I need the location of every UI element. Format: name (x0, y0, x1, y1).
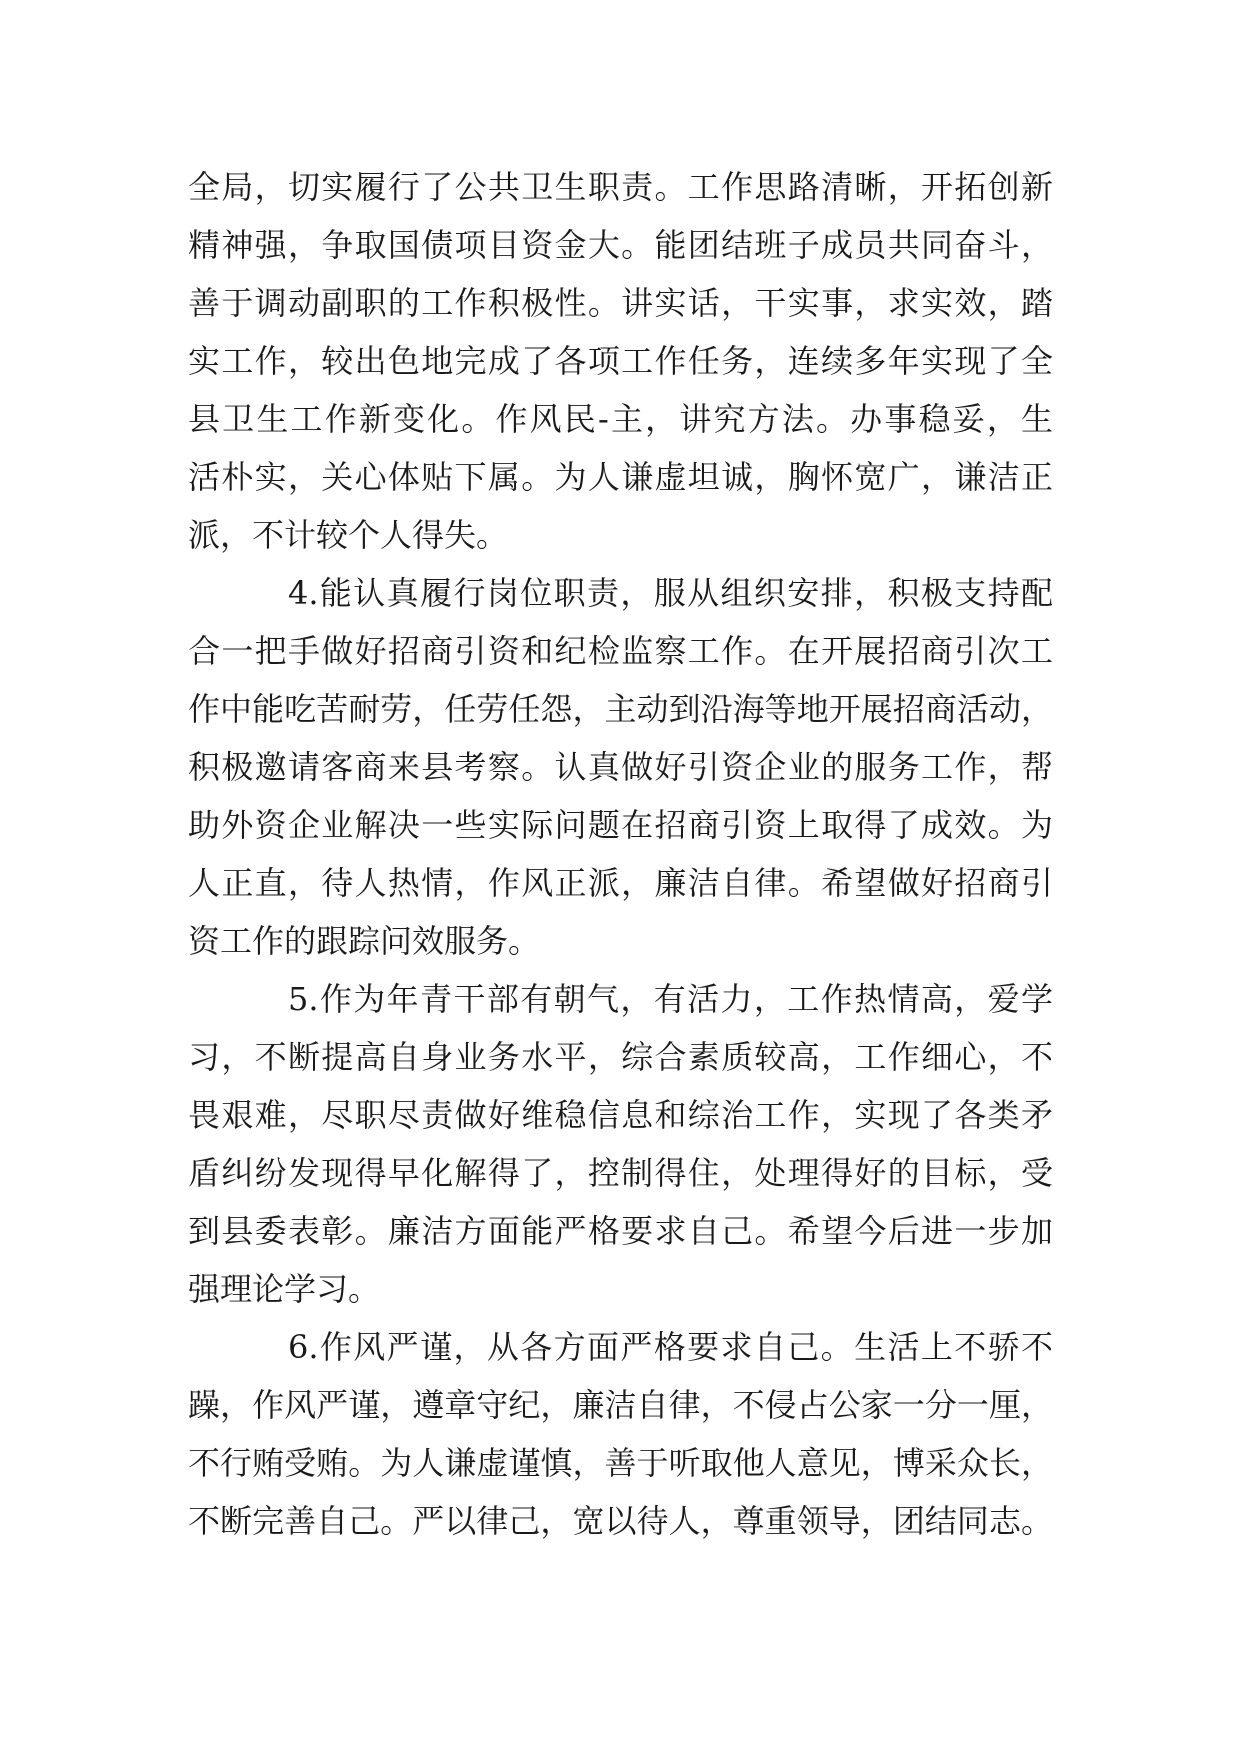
paragraph-4-start: 4.能认真履行岗位职责，服从组织安排，积极支持配 (288, 574, 1053, 612)
text-line: 助外资企业解决一些实际问题在招商引资上取得了成效。为 (188, 806, 1053, 844)
text-line: 躁，作风严谨，遵章守纪，廉洁自律，不侵占公家一分一厘， (188, 1386, 1053, 1424)
text-line: 县卫生工作新变化。作风民-主，讲究方法。办事稳妥，生 (188, 400, 1053, 438)
text-line: 不行贿受贿。为人谦虚谨慎，善于听取他人意见，博采众长， (188, 1444, 1053, 1482)
text-line: 派，不计较个人得失。 (188, 516, 509, 554)
paragraph-6-start: 6.作风严谨，从各方面严格要求自己。生活上不骄不 (288, 1328, 1053, 1366)
text-line: 合一把手做好招商引资和纪检监察工作。在开展招商引次工 (188, 632, 1053, 670)
text-line: 全局，切实履行了公共卫生职责。工作思路清晰，开拓创新 (188, 168, 1053, 206)
text-line: 人正直，待人热情，作风正派，廉洁自律。希望做好招商引 (188, 864, 1053, 902)
text-line: 资工作的跟踪问效服务。 (188, 922, 541, 960)
body-text (188, 158, 1053, 1550)
text-line: 不断完善自己。严以律己，宽以待人，尊重领导，团结同志。 (188, 1502, 1053, 1540)
text-line: 积极邀请客商来县考察。认真做好引资企业的服务工作，帮 (188, 748, 1053, 786)
text-line: 习，不断提高自身业务水平，综合素质较高，工作细心，不 (188, 1038, 1053, 1076)
text-line: 盾纠纷发现得早化解得了，控制得住，处理得好的目标，受 (188, 1154, 1053, 1192)
text-line: 精神强，争取国债项目资金大。能团结班子成员共同奋斗， (188, 226, 1053, 264)
text-line: 实工作，较出色地完成了各项工作任务，连续多年实现了全 (188, 342, 1053, 380)
text-line: 强理论学习。 (188, 1270, 381, 1308)
text-line: 畏艰难，尽职尽责做好维稳信息和综治工作，实现了各类矛 (188, 1096, 1053, 1134)
text-line: 善于调动副职的工作积极性。讲实话，干实事，求实效，踏 (188, 284, 1053, 322)
text-line: 作中能吃苦耐劳，任劳任怨，主动到沿海等地开展招商活动， (188, 690, 1053, 728)
paragraph-5-start: 5.作为年青干部有朝气，有活力，工作热情高，爱学 (288, 980, 1053, 1018)
text-line: 活朴实，关心体贴下属。为人谦虚坦诚，胸怀宽广，谦洁正 (188, 458, 1053, 496)
text-line: 到县委表彰。廉洁方面能严格要求自己。希望今后进一步加 (188, 1212, 1053, 1250)
